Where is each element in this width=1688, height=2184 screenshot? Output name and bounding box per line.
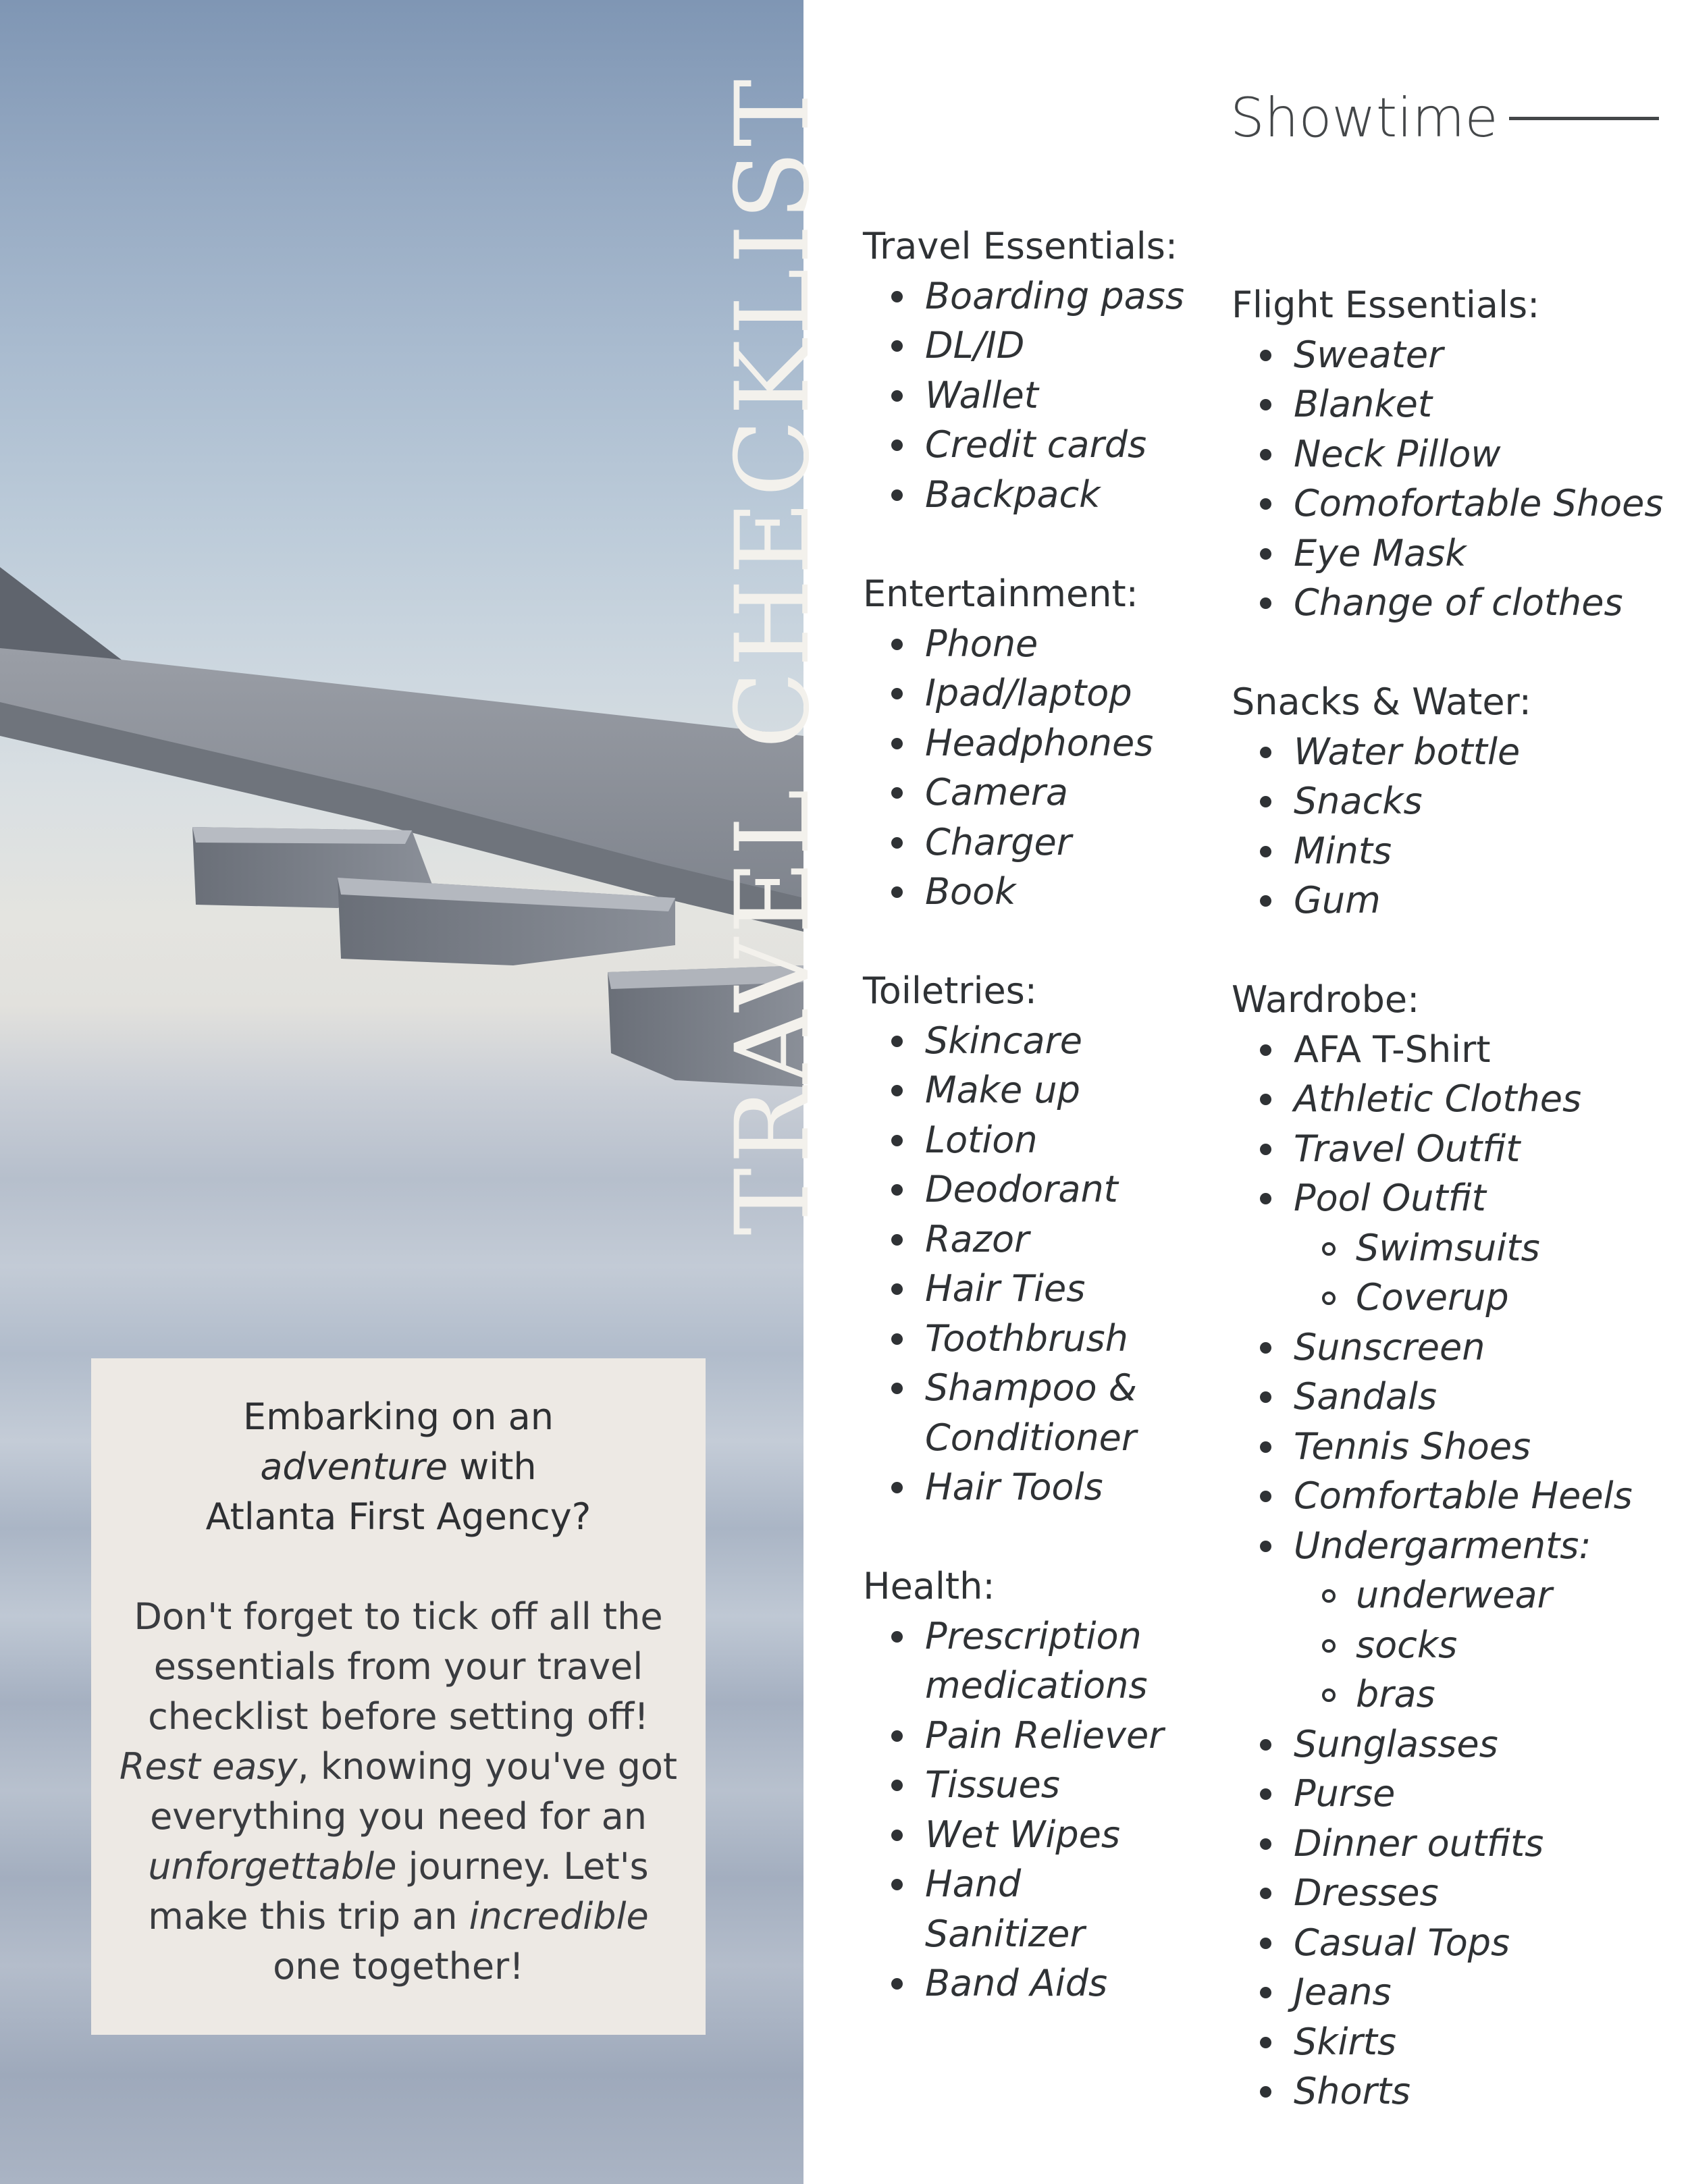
sublist	[1294, 1570, 1633, 1720]
brand-name: Showtime	[1230, 86, 1498, 149]
checklist-item: Skincare	[925, 1016, 1173, 1066]
checklist-item-label: Undergarments:	[1294, 1524, 1591, 1567]
checklist-item: Dinner outfits	[1294, 1819, 1633, 1869]
airplane-photo	[0, 0, 832, 2184]
info-line-1: Embarking on an	[243, 1395, 554, 1438]
section-heading: Toiletries:	[863, 969, 1038, 1012]
checklist-item: Tennis Shoes	[1294, 1422, 1633, 1472]
checklist-item: Hand Sanitizer	[925, 1859, 1173, 1959]
checklist-item	[1294, 1173, 1633, 1323]
checklist-item: Hair Ties	[925, 1264, 1173, 1314]
checklist-item: Jeans	[1294, 1967, 1633, 2017]
checklist-item: Shorts	[1294, 2067, 1633, 2116]
info-p4: one together!	[273, 1945, 524, 1988]
checklist-item: Tissues	[925, 1760, 1173, 1810]
checklist-item: Comofortable Shoes	[1294, 479, 1663, 529]
checklist-item: Lotion	[925, 1115, 1173, 1165]
checklist-item: Charger	[925, 818, 1153, 868]
checklist-item: Sweater	[1294, 330, 1663, 380]
checklist-item: Credit cards	[925, 420, 1184, 470]
checklist-item: Travel Outfit	[1294, 1124, 1633, 1174]
info-line-3: Atlanta First Agency?	[205, 1495, 591, 1538]
section-heading: Health:	[863, 1565, 995, 1607]
info-rest-easy: Rest easy	[119, 1745, 298, 1788]
checklist-item: Change of clothes	[1294, 578, 1663, 628]
section-heading: Travel Essentials:	[863, 225, 1178, 267]
checklist-item: Boarding pass	[925, 271, 1184, 321]
info-unforgettable: unforgettable	[148, 1845, 397, 1888]
section-travel-essentials	[863, 221, 1184, 519]
section-health	[863, 1562, 1173, 2008]
checklist-item: Headphones	[925, 718, 1153, 768]
brand-divider	[1509, 117, 1659, 120]
checklist-item: Hair Tools	[925, 1462, 1173, 1512]
checklist-item: Wet Wipes	[925, 1810, 1173, 1860]
info-incredible: incredible	[469, 1895, 649, 1938]
info-paragraph	[118, 1592, 679, 1992]
info-line-2	[118, 1442, 679, 1492]
info-with: with	[447, 1445, 537, 1488]
checklist-item: Camera	[925, 768, 1153, 818]
checklist-item: Deodorant	[925, 1165, 1173, 1215]
checklist-item: Pain Reliever	[925, 1711, 1173, 1761]
checklist-item-label: Pool Outfit	[1294, 1177, 1486, 1219]
section-heading: Flight Essentials:	[1232, 284, 1540, 326]
checklist-item: Skirts	[1294, 2017, 1633, 2067]
checklist-item: Sandals	[1294, 1372, 1633, 1422]
checklist-item: Athletic Clothes	[1294, 1074, 1633, 1124]
checklist-item: Water bottle	[1294, 727, 1531, 777]
section-heading: Entertainment:	[863, 572, 1138, 615]
section-heading: Wardrobe:	[1232, 978, 1420, 1021]
section-heading: Snacks & Water:	[1232, 681, 1531, 723]
checklist-item: Phone	[925, 619, 1153, 669]
checklist-subitem: underwear	[1356, 1570, 1633, 1620]
checklist-item: AFA T-Shirt	[1294, 1025, 1633, 1075]
checklist-item: Make up	[925, 1065, 1173, 1115]
checklist-item	[1294, 1521, 1633, 1720]
checklist-item: Razor	[925, 1215, 1173, 1264]
checklist-item: Sunscreen	[1294, 1323, 1633, 1373]
checklist-item: Wallet	[925, 371, 1184, 421]
sublist	[1294, 1223, 1633, 1323]
checklist-subitem: Coverup	[1356, 1273, 1633, 1323]
checklist-subitem: Swimsuits	[1356, 1223, 1633, 1273]
section-flight-essentials	[1232, 280, 1663, 628]
checklist-item: Band Aids	[925, 1959, 1173, 2008]
info-p1: Don't forget to tick off all the essentials from your travel checklist before setting off!	[134, 1595, 663, 1738]
checklist-item: Purse	[1294, 1769, 1633, 1819]
checklist-item: Blanket	[1294, 379, 1663, 429]
checklist-item: Sunglasses	[1294, 1720, 1633, 1769]
checklist-item: Casual Tops	[1294, 1918, 1633, 1968]
section-toiletries	[863, 966, 1173, 1512]
checklist-item: Dresses	[1294, 1868, 1633, 1918]
section-wardrobe	[1232, 975, 1633, 2116]
checklist-subitem: bras	[1356, 1670, 1633, 1720]
info-p3: journey. Let's make this trip an	[148, 1845, 649, 1938]
checklist-item: Ipad/laptop	[925, 668, 1153, 718]
info-box	[91, 1358, 706, 2035]
checklist-item: Eye Mask	[1294, 529, 1663, 579]
checklist-item: Book	[925, 867, 1153, 917]
checklist-item: Prescription medications	[925, 1612, 1173, 1711]
section-snacks-water	[1232, 677, 1531, 926]
travel-checklist-title: TRAVEL CHECKLIST	[714, 75, 832, 1235]
info-adventure: adventure	[260, 1445, 448, 1488]
checklist-item: Toothbrush	[925, 1314, 1173, 1364]
checklist-item: Neck Pillow	[1294, 429, 1663, 479]
checklist-item: DL/ID	[925, 321, 1184, 371]
checklist-item: Mints	[1294, 826, 1531, 876]
checklist-subitem: socks	[1356, 1620, 1633, 1670]
info-p2: , knowing you've got everything you need for an	[150, 1745, 678, 1838]
checklist-item: Backpack	[925, 470, 1184, 520]
checklist-item: Shampoo & Conditioner	[925, 1363, 1173, 1462]
section-entertainment	[863, 569, 1153, 917]
checklist-item: Snacks	[1294, 776, 1531, 826]
checklist-item: Gum	[1294, 876, 1531, 926]
checklist-item: Comfortable Heels	[1294, 1471, 1633, 1521]
